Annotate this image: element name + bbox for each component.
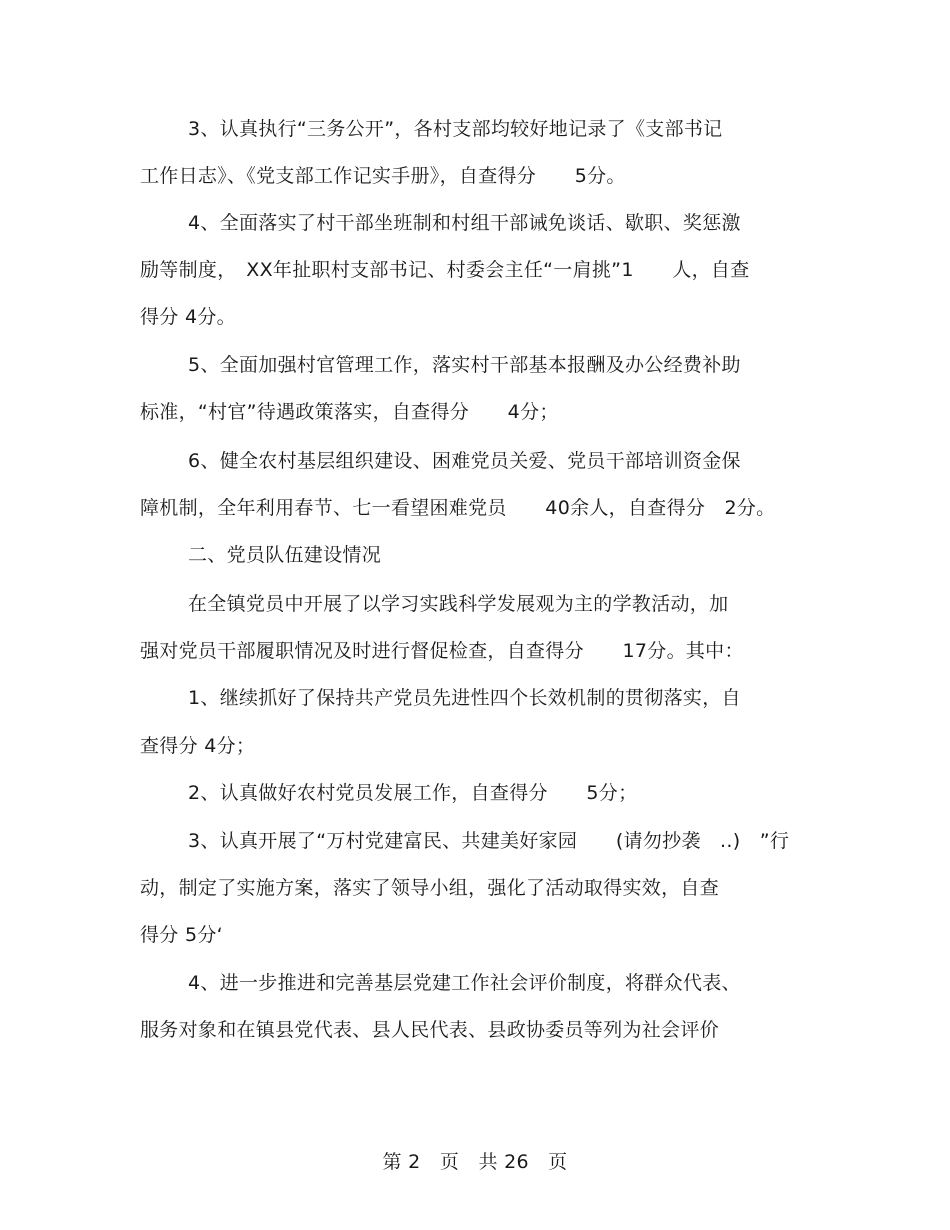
body-text-line: 4、全面落实了村干部坐班制和村组干部诫免谈话、歇职、奖惩激: [188, 212, 741, 234]
body-text-line: 3、认真开展了“万村党建富民、共建美好家园 (请勿抄袭 ..) ”行: [188, 830, 790, 852]
body-text-line: 动，制定了实施方案，落实了领导小组，强化了活动取得实效，自查: [140, 877, 720, 899]
body-text-line: 障机制，全年利用春节、七一看望困难党员 40余人，自查得分 2分。: [140, 497, 776, 519]
body-text-line: 4、进一步推进和完善基层党建工作社会评价制度，将群众代表、: [188, 972, 741, 994]
body-text-line: 在全镇党员中开展了以学习实践科学发展观为主的学教活动，加: [188, 593, 729, 615]
body-text-line: 6、健全农村基层组织建设、困难党员关爱、党员干部培训资金保: [188, 450, 741, 472]
body-text-line: 标准，“村官”待遇政策落实，自查得分 4分；: [140, 401, 559, 423]
body-text-line: 查得分 4分；: [140, 735, 256, 757]
body-text-line: 强对党员干部履职情况及时进行督促检查，自查得分 17分。其中：: [140, 640, 744, 662]
body-text-line: 服务对象和在镇县党代表、县人民代表、县政协委员等列为社会评价: [140, 1019, 720, 1041]
body-text-line: 工作日志》、《党支部工作记实手册》，自查得分 5分。: [140, 165, 626, 187]
body-text-line: 5、全面加强村官管理工作，落实村干部基本报酬及办公经费补助: [188, 354, 741, 376]
body-text-line: 2、认真做好农村党员发展工作，自查得分 5分；: [188, 782, 638, 804]
section-heading: 二、党员队伍建设情况: [188, 544, 382, 566]
page-number-footer: 第 2 页 共 26 页: [382, 1151, 568, 1173]
body-text-line: 3、认真执行“三务公开”，各村支部均较好地记录了《支部书记: [188, 118, 723, 140]
body-text-line: 得分 5分‘: [140, 924, 223, 946]
body-text-line: 1、继续抓好了保持共产党员先进性四个长效机制的贯彻落实，自: [188, 687, 741, 709]
body-text-line: 得分 4分。: [140, 306, 236, 328]
body-text-line: 励等制度， XX年扯职村支部书记、村委会主任“一肩挑”1 人，自查: [140, 259, 750, 281]
